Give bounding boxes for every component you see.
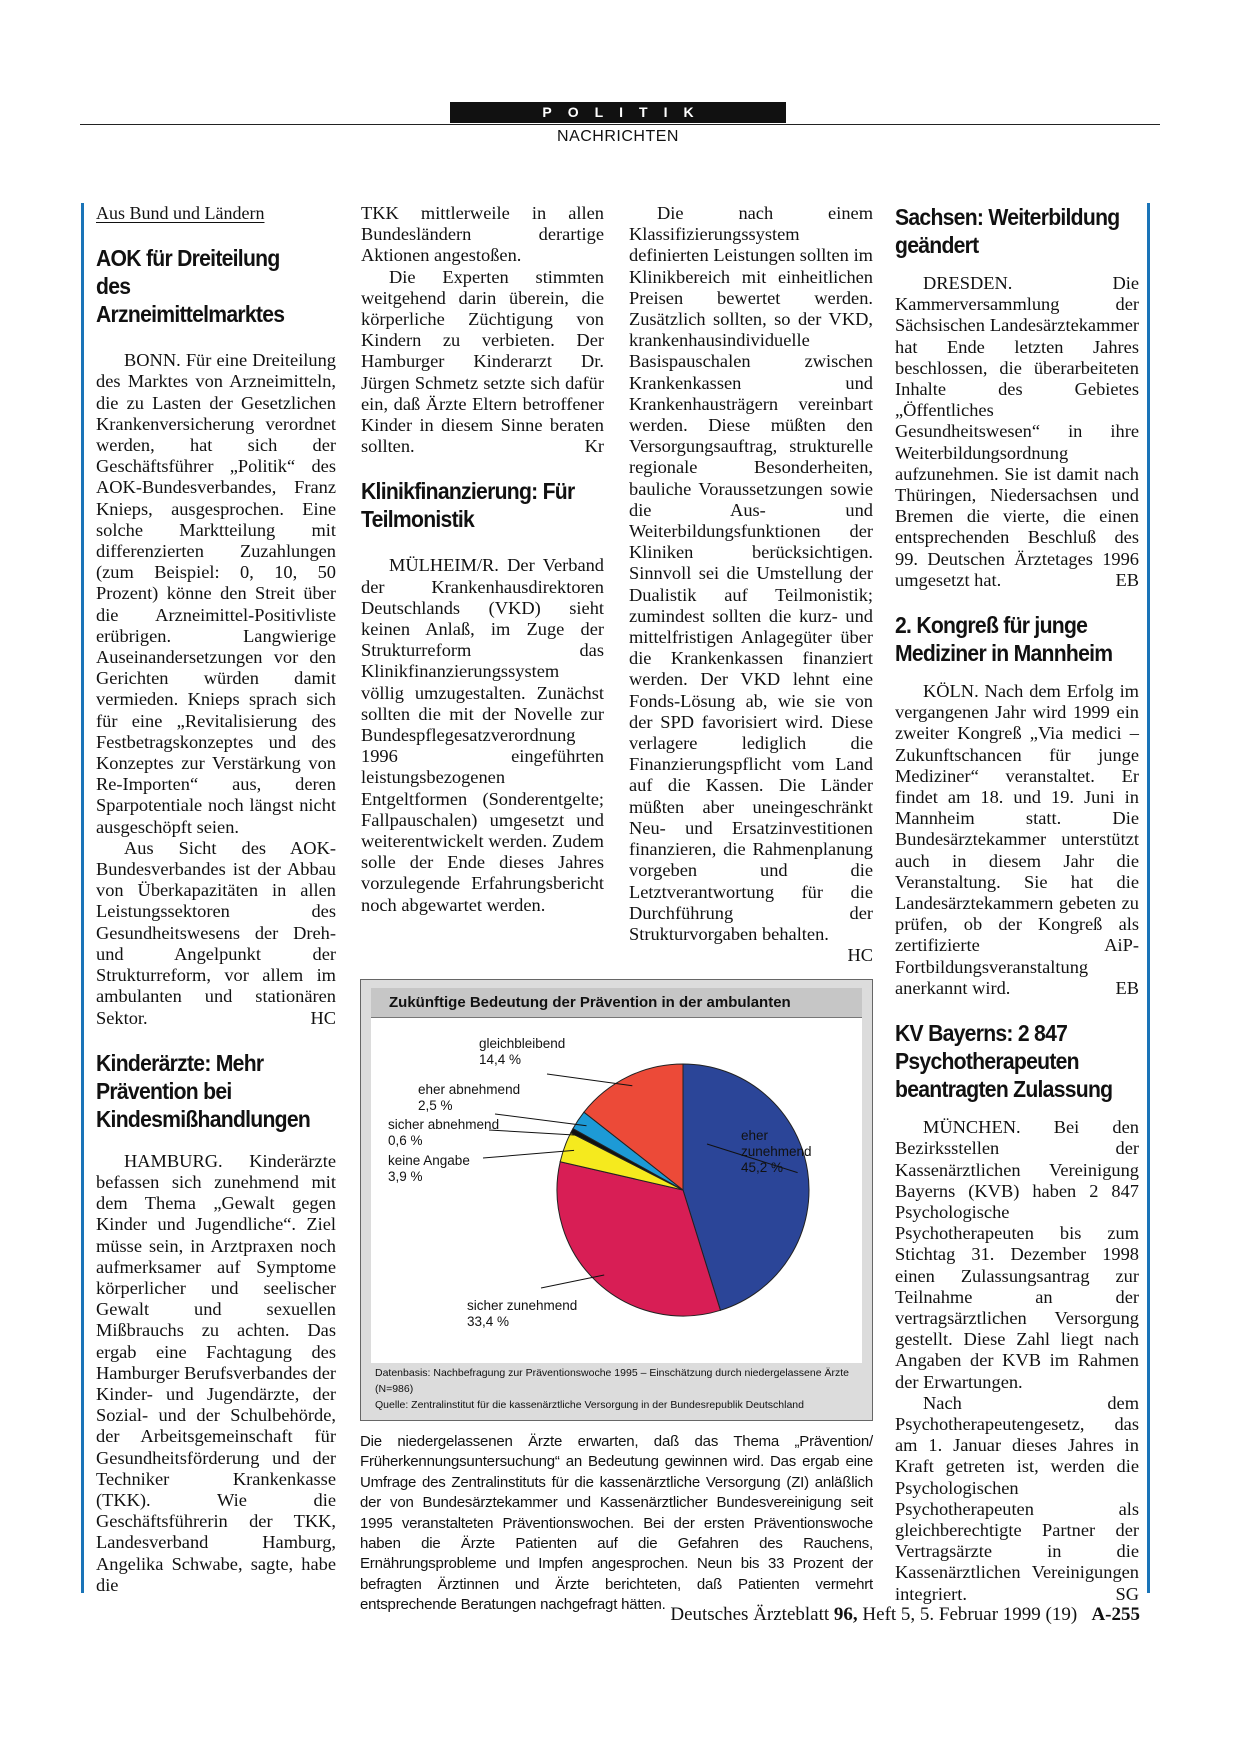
paragraph-text: Aus Sicht des AOK-Bundesverbandes ist der Abbau von Überkapazitäten in allen Leistungssektoren des Gesundheitswesens der Dreh- und Angelpunkt der Strukturreform, vor allem im ambulanten und stationären Sektor.	[96, 837, 336, 1028]
left-accent-bar	[81, 203, 84, 1593]
paragraph: HAMBURG. Kinderärzte befassen sich zunehmend mit dem Thema „Gewalt gegen Kinder und Jugendliche“. Ziel müsse sein, in Arztpraxen noch aufmerksamer auf Symptome körperlicher und seelischer Gewalt und sexuellen Mißbrauchs zu achten. Das ergab eine Fachtagung des Hamburger Berufsverbandes der Kinder- und Jugendärzte, der Sozial- und der Schulbehörde, der Arbeitsgemeinschaft für Gesundheitsförderung und der Techniker Krankenkasse (TKK). Wie die Geschäftsführerin der TKK, Landesverband Hamburg, Angelika Schwabe, sagte, habe die	[96, 1150, 336, 1595]
slice-label: zunehmend	[741, 1144, 812, 1159]
page-footer	[620, 1604, 1140, 1626]
pie-chart	[371, 1018, 862, 1363]
paragraph-text: Nach dem Psychotherapeutengesetz, das am 1. Januar dieses Jahres in Kraft getreten ist, werden die Psychologischen Psychotherapeuten als gleichberechtigte Partner der Vertragsärzte in die Kassenärztlichen Vereinigungen integriert.	[895, 1392, 1139, 1604]
chart-area	[371, 1018, 862, 1398]
volume: 96,	[833, 1604, 858, 1625]
slice-value-label: 0,6 %	[388, 1133, 423, 1148]
paragraph	[629, 203, 873, 966]
subsection-label: NACHRICHTEN	[557, 128, 679, 145]
chart-box	[360, 979, 873, 1421]
paragraph	[96, 838, 336, 1029]
slice-label: sicher zunehmend	[467, 1298, 578, 1313]
slice-label: sicher abnehmend	[388, 1117, 500, 1132]
slice-label: eher	[741, 1128, 769, 1143]
slice-label: keine Angabe	[388, 1153, 470, 1168]
headline-aok: AOK für Dreiteilung des Arzneimittelmarktes	[96, 245, 285, 328]
leader-line	[483, 1150, 574, 1158]
kicker: Aus Bund und Ländern	[96, 203, 265, 223]
paragraph: MÜNCHEN. Bei den Bezirksstellen der Kassenärztlichen Vereinigung Bayerns (KVB) haben 2 847 Psychologische Psychotherapeuten bis zum Stichtag 31. Dezember 1998 einen Zulassungsantrag zur Teilnahme an der vertragsärztlichen Versorgung gestellt. Diese Zahl liegt nach Angaben der KVB im Rahmen der Erwartungen.	[895, 1117, 1139, 1392]
headline-kongress: 2. Kongreß für junge Mediziner in Mannheim	[895, 612, 1113, 667]
header-rule	[80, 124, 1160, 125]
issue-info: Heft 5, 5. Februar 1999 (19)	[862, 1604, 1078, 1625]
paragraph	[895, 273, 1139, 591]
leader-line	[489, 1130, 581, 1135]
author-signature: HC	[847, 945, 873, 966]
slice-label: gleichbleibend	[479, 1036, 566, 1051]
column-3	[629, 203, 873, 966]
page-number: A-255	[1091, 1604, 1140, 1625]
column-4	[895, 203, 1139, 1605]
slice-value-label: 3,9 %	[388, 1169, 423, 1184]
author-signature: EB	[1115, 977, 1139, 998]
leader-line	[541, 1275, 604, 1288]
author-signature: Kr	[584, 436, 604, 457]
paragraph-text: KÖLN. Nach dem Erfolg im vergangenen Jahr wird 1999 ein zweiter Kongreß „Via medici – Zukunftschancen für junge Mediziner“ veranstaltet. Er findet am 18. und 19. Juni in Mannheim statt. Die Bundesärztekammer unterstützt auch in diesem Jahr die Veranstaltung. Sie hat die Landesärztekammern gebeten zu prüfen, ob der Kongreß als zertifizierte AiP-Fortbildungsveranstaltung anerkannt wird.	[895, 681, 1139, 998]
slice-value-label: 33,4 %	[467, 1314, 510, 1329]
paragraph: MÜLHEIM/R. Der Verband der Krankenhausdirektoren Deutschlands (VKD) sieht keinen Anlaß, im Zuge der Strukturreform das Klinikfinanzierungssystem völlig umzugestalten. Zunächst sollten die mit der Novelle zur Bundespflegesatzverordnung 1996 eingeführten leistungsbezogenen Entgeltformen (Sonderentgelte; Fallpauschalen) umgesetzt und weiterentwickelt werden. Zudem solle der Ende dieses Jahres vorzulegende Erfahrungsbericht noch abgewartet werden.	[361, 555, 604, 915]
paragraph-text: Die Experten stimmten weitgehend darin überein, die körperliche Züchtigung von Kindern zu verbieten. Der Hamburger Kinderarzt Dr. Jürgen Schmetz setzte sich dafür ein, daß Ärzte Eltern betroffener Kinder in diesem Sinne beraten sollten.	[361, 266, 604, 457]
paragraph-text: Die nach einem Klassifizierungssystem definierten Leistungen sollten im Klinikbereich mit einheitlichen Preisen bewertet werden. Zusätzlich sollten, so der VKD, krankenhausindividuelle Basispauschalen zwischen Krankenkassen und Krankenhausträgern vereinbart werden. Diese müßten den Versorgungsauftrag, strukturelle regionale Besonderheiten, bauliche Voraussetzungen sowie die Aus- und Weiterbildungsfunktionen der Kliniken berücksichtigen. Sinnvoll sei die Umstellung der Dualistik auf Teilmonistik; zumindest sollten die kurz- und mittelfristigen Anlagegüter über die Krankenkassen finanziert werden. Der VKD lehnt eine Fonds-Lösung ab, wie sie von der SPD favorisiert wird. Diese verlagere lediglich die Finanzierungspflicht vom Land auf die Kassen. Die Länder müßten aber uneingeschränkt Neu- und Ersatzinvestitionen finanzieren, die Rahmenplanung vorgeben und die Letztverantwortung für die Durchführung der Strukturvorgaben behalten.	[629, 203, 873, 944]
headline-kinderaerzte: Kinderärzte: Mehr Prävention bei Kindesmißhandlungen	[96, 1049, 311, 1132]
chart-footnote-source: Quelle: Zentralinstitut für die kassenärztliche Versorgung in der Bundesrepublik Deutschland	[375, 1399, 804, 1411]
slice-value-label: 45,2 %	[741, 1160, 784, 1175]
author-signature: EB	[1115, 569, 1139, 590]
author-signature: SG	[1115, 1583, 1139, 1604]
headline-sachsen: Sachsen: Weiterbildung geändert	[895, 204, 1120, 258]
paragraph	[895, 1393, 1139, 1605]
paragraph-text: DRESDEN. Die Kammerversammlung der Sächsischen Landesärztekammer hat Ende letzten Jahres beschlossen, die überarbeiteten Inhalte des Gebietes „Öffentliches Gesundheitswesen“ in ihre Weiterbildungsordnung aufzunehmen. Sie ist damit nach Thüringen, Niedersachsen und Bremen die vierte, die einen entsprechenden Beschluß des 99. Deutschen Ärztetages 1996 umgesetzt hat.	[895, 273, 1139, 590]
right-accent-bar	[1147, 203, 1150, 1593]
paragraph	[361, 267, 604, 458]
section-banner: POLITIK	[450, 102, 786, 123]
column-2	[361, 203, 604, 916]
slice-value-label: 14,4 %	[479, 1052, 522, 1067]
slice-value-label: 2,5 %	[418, 1098, 453, 1113]
paragraph: TKK mittlerweile in allen Bundesländern derartige Aktionen angestoßen.	[361, 203, 604, 266]
leader-line	[547, 1074, 632, 1086]
journal-name: Deutsches Ärzteblatt	[670, 1604, 830, 1625]
author-signature: HC	[310, 1007, 336, 1028]
headline-kv-bayerns: KV Bayerns: 2 847 Psychotherapeuten beantragten Zulassung	[895, 1020, 1113, 1103]
chart-footnote-data: Datenbasis: Nachbefragung zur Präventionswoche 1995 – Einschätzung durch niedergelassene Ärzte (N=986)	[375, 1367, 849, 1395]
headline-klinikfinanzierung: Klinikfinanzierung: Für Teilmonistik	[361, 478, 575, 533]
chart-footnotes	[371, 1363, 862, 1411]
paragraph	[895, 681, 1139, 999]
paragraph: BONN. Für eine Dreiteilung des Marktes von Arzneimitteln, die zu Lasten der Gesetzlichen Krankenversicherung verordnet werden, hat sich der Geschäftsführer „Politik“ des AOK-Bundesverbandes, Franz Knieps, ausgesprochen. Eine solche Marktteilung mit differenzierten Zuzahlungen (zum Beispiel: 0, 10, 50 Prozent) könne den Streit über die Arzneimittel-Positivliste erübrigen. Langwierige Auseinandersetzungen vor den Gerichten würden damit vermieden. Knieps sprach sich für eine „Revitalisierung des Festbetragskonzeptes und des Konzeptes zur Verstärkung von Re-Importen“ aus, deren Sparpotentiale noch längst nicht ausgeschöpft seien.	[96, 350, 336, 837]
chart-caption: Die niedergelassenen Ärzte erwarten, daß das Thema „Prävention/ Früherkennungsuntersuchung“ an Bedeutung gewinnen wird. Das ergab eine Umfrage des Zentralinstituts für die kassenärztliche Versorgung (ZI) anläßlich der von Bundesärztekammer und Kassenärztlicher Bundesvereinigung seit 1995 veranstalteten Präventionswochen. Bei der ersten Präventionswoche haben die Ärzte Patienten auf die Gefahren des Rauchens, Ernährungsprobleme und Impfen angesprochen. Neun bis 33 Prozent der befragten Ärztinnen und Ärzte berichteten, daß Patienten vermehrt entsprechende Beratungen nachgefragt hätten.	[360, 1433, 873, 1614]
chart-title: Zukünftige Bedeutung der Prävention in der ambulanten	[371, 988, 862, 1018]
leader-line	[495, 1114, 587, 1126]
column-1	[96, 203, 336, 1596]
slice-label: eher abnehmend	[418, 1082, 521, 1097]
